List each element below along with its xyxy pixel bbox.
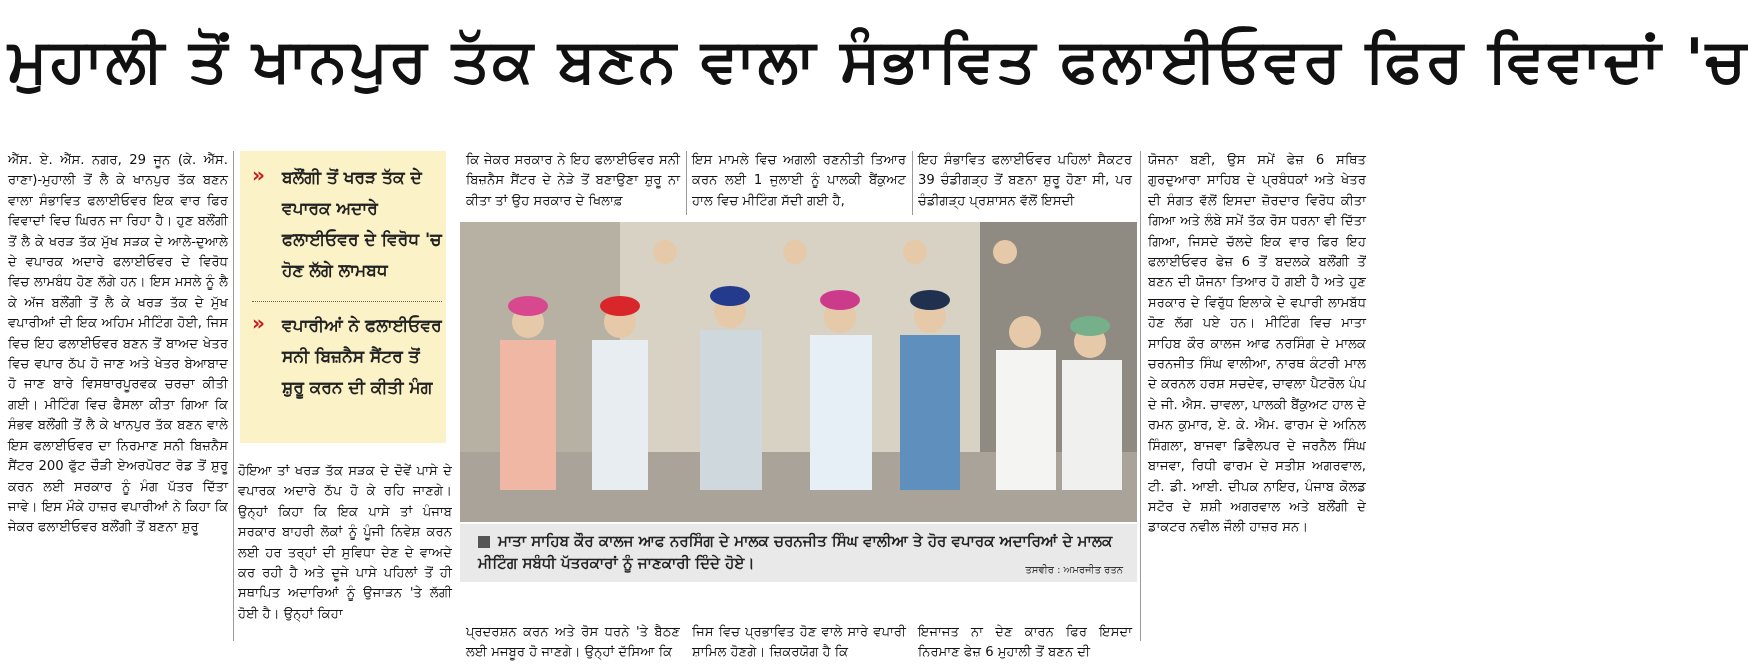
column-divider: [912, 151, 913, 215]
article-column-2-top: [466, 151, 680, 215]
article-column-4-end: [918, 623, 1132, 661]
article-column-4-top: [918, 151, 1132, 215]
article-text: ਪ੍ਰਦਰਸ਼ਨ ਕਰਨ ਅਤੇ ਰੋਸ ਧਰਨੇ 'ਤੇ ਬੈਠਣ ਲਈ ਮਜਬੂਰ ਹੋ ਜਾਣਗੇ। ਉਨ੍ਹਾਂ ਦੱਸਿਆ ਕਿ: [466, 625, 680, 661]
highlight-item: [252, 311, 440, 441]
article-column-1: [8, 151, 228, 643]
column-divider: [686, 151, 687, 215]
caption-text: ਮਾਤਾ ਸਾਹਿਬ ਕੌਰ ਕਾਲਜ ਆਫ ਨਰਸਿੰਗ ਦੇ ਮਾਲਕ ਚਰਨਜੀਤ ਸਿੰਘ ਵਾਲੀਆ ਤੇ ਹੋਰ ਵਪਾਰਕ ਅਦਾਰਿਆਂ ਦੇ ਮਾਲਕ ਮੀਟਿੰਗ ਸਬੰਧੀ ਪੱਤਰਕਾਰਾਂ ਨੂੰ ਜਾਣਕਾਰੀ ਦਿੰਦੇ ਹੋਏ।: [478, 532, 1113, 572]
highlight-divider: [252, 301, 442, 302]
headline: ਮੁਹਾਲੀ ਤੋਂ ਖਾਨਪੁਰ ਤੱਕ ਬਣਨ ਵਾਲਾ ਸੰਭਾਵਿਤ ਫਲਾਈਓਵਰ ਫਿਰ ਵਿਵਾਦਾਂ 'ਚ: [8, 26, 1748, 96]
group-photo-illustration: [460, 222, 1137, 522]
photo-caption: [460, 524, 1137, 582]
double-arrow-icon: »: [252, 311, 265, 335]
column-divider: [1140, 151, 1141, 641]
article-column-3-end: [692, 623, 906, 661]
news-photo: [460, 222, 1137, 522]
article-text: ਹੋਇਆ ਤਾਂ ਖਰੜ ਤੱਕ ਸੜਕ ਦੇ ਦੋਵੇਂ ਪਾਸੇ ਦੇ ਵਪਾਰਕ ਅਦਾਰੇ ਠੱਪ ਹੋ ਕੇ ਰਹਿ ਜਾਣਗੇ। ਉਨ੍ਹਾਂ ਕਿਹਾ ਕਿ ਇਕ ਪਾਸੇ ਤਾਂ ਪੰਜਾਬ ਸਰਕਾਰ ਬਾਹਰੀ ਲੋਕਾਂ ਨੂੰ ਪੂੰਜੀ ਨਿਵੇਸ਼ ਕਰਨ ਲਈ ਹਰ ਤਰ੍ਹਾਂ ਦੀ ਸੁਵਿਧਾ ਦੇਣ ਦੇ ਵਾਅਦੇ ਕਰ ਰਹੀ ਹੈ ਅਤੇ ਦੂਜੇ ਪਾਸੇ ਪਹਿਲਾਂ ਤੋਂ ਹੀ ਸਥਾਪਿਤ ਅਦਾਰਿਆਂ ਨੂੰ ਉਜਾੜਨ 'ਤੇ ਲੱਗੀ ਹੋਈ ਹੈ। ਉਨ੍ਹਾਂ ਕਿਹਾ: [238, 464, 452, 622]
square-bullet-icon: [478, 536, 490, 548]
column-divider: [233, 151, 234, 641]
article-text: ਇਸ ਮਾਮਲੇ ਵਿਚ ਅਗਲੀ ਰਣਨੀਤੀ ਤਿਆਰ ਕਰਨ ਲਈ 1 ਜੁਲਾਈ ਨੂੰ ਪਾਲਕੀ ਬੈਂਕੁਅਟ ਹਾਲ ਵਿਚ ਮੀਟਿੰਗ ਸੱਦੀ ਗਈ ਹੈ,: [692, 153, 906, 209]
article-column-2-end: [466, 623, 680, 661]
article-text: ਜਿਸ ਵਿਚ ਪ੍ਰਭਾਵਿਤ ਹੋਣ ਵਾਲੇ ਸਾਰੇ ਵਪਾਰੀ ਸ਼ਾਮਿਲ ਹੋਣਗੇ। ਜ਼ਿਕਰਯੋਗ ਹੈ ਕਿ: [692, 625, 906, 661]
highlight-text: ਬਲੌਂਗੀ ਤੋਂ ਖਰੜ ਤੱਕ ਦੇ ਵਪਾਰਕ ਅਦਾਰੇ ਫਲਾਈਓਵਰ ਦੇ ਵਿਰੋਧ 'ਚ ਹੋਣ ਲੱਗੇ ਲਾਮਬਧ: [282, 168, 442, 281]
article-text: ਕਿ ਜੇਕਰ ਸਰਕਾਰ ਨੇ ਇਹ ਫਲਾਈਓਵਰ ਸਨੀ ਬਿਜ਼ਨੈਸ ਸੈਂਟਰ ਦੇ ਨੇੜੇ ਤੋਂ ਬਣਾਉਣਾ ਸ਼ੁਰੂ ਨਾ ਕੀਤਾ ਤਾਂ ਉਹ ਸਰਕਾਰ ਦੇ ਖਿਲਾਫ਼: [466, 153, 680, 209]
article-text: ਐੱਸ. ਏ. ਐੱਸ. ਨਗਰ, 29 ਜੂਨ (ਕੇ. ਐੱਸ. ਰਾਣਾ)-ਮੁਹਾਲੀ ਤੋਂ ਲੈ ਕੇ ਖਾਨਪੁਰ ਤੱਕ ਬਣਨ ਵਾਲਾ ਸੰਭਾਵਿਤ ਫਲਾਈਓਵਰ ਇਕ ਵਾਰ ਫਿਰ ਵਿਵਾਦਾਂ ਵਿਚ ਘਿਰਨ ਜਾ ਰਿਹਾ ਹੈ। ਹੁਣ ਬਲੌਂਗੀ ਤੋਂ ਲੈ ਕੇ ਖਰੜ ਤੱਕ ਮੁੱਖ ਸੜਕ ਦੇ ਆਲੇ-ਦੁਆਲੇ ਦੇ ਵਪਾਰਕ ਅਦਾਰੇ ਫਲਾਈਓਵਰ ਦੇ ਵਿਰੋਧ ਵਿਚ ਲਾਮਬੰਧ ਹੋਣ ਲੱਗੇ ਹਨ। ਇਸ ਮਸਲੇ ਨੂੰ ਲੈ ਕੇ ਅੱਜ ਬਲੌਂਗੀ ਤੋਂ ਲੈ ਕੇ ਖਰੜ ਤੱਕ ਦੇ ਮੁੱਖ ਵਪਾਰੀਆਂ ਦੀ ਇਕ ਅਹਿਮ ਮੀਟਿੰਗ ਹੋਈ, ਜਿਸ ਵਿਚ ਇਹ ਫਲਾਈਓਵਰ ਬਣਨ ਤੋਂ ਬਾਅਦ ਖੇਤਰ ਵਿਚ ਵਪਾਰ ਠੱਪ ਹੋ ਜਾਣ ਅਤੇ ਖੇਤਰ ਬੇਆਬਾਦ ਹੋ ਜਾਣ ਬਾਰੇ ਵਿਸਥਾਰਪੂਰਵਕ ਚਰਚਾ ਕੀਤੀ ਗਈ। ਮੀਟਿੰਗ ਵਿਚ ਫੈਸਲਾ ਕੀਤਾ ਗਿਆ ਕਿ ਸੰਭਵ ਬਲੌਂਗੀ ਤੋਂ ਲੈ ਕੇ ਖਾਨਪੁਰ ਤੱਕ ਬਣਨ ਵਾਲੇ ਇਸ ਫਲਾਈਓਵਰ ਦਾ ਨਿਰਮਾਣ ਸਨੀ ਬਿਜ਼ਨੈਸ ਸੈਂਟਰ 200 ਫੁੱਟ ਚੌੜੀ ਏਅਰਪੋਰਟ ਰੋਡ ਤੋਂ ਸ਼ੁਰੂ ਕਰਨ ਲਈ ਸਰਕਾਰ ਨੂੰ ਮੰਗ ਪੱਤਰ ਦਿੱਤਾ ਜਾਵੇ। ਇਸ ਮੌਕੇ ਹਾਜ਼ਰ ਵਪਾਰੀਆਂ ਨੇ ਕਿਹਾ ਕਿ ਜੇਕਰ ਫਲਾਈਓਵਰ ਬਲੌਂਗੀ ਤੋਂ ਬਣਨਾ ਸ਼ੁਰੂ: [8, 153, 228, 536]
article-text: ਇਹ ਸੰਭਾਵਿਤ ਫਲਾਈਓਵਰ ਪਹਿਲਾਂ ਸੈਕਟਰ 39 ਚੰਡੀਗੜ੍ਹ ਤੋਂ ਬਣਨਾ ਸ਼ੁਰੂ ਹੋਣਾ ਸੀ, ਪਰ ਚੰਡੀਗੜ੍ਹ ਪ੍ਰਸ਼ਾਸਨ ਵੱਲੋਂ ਇਸਦੀ: [918, 153, 1132, 209]
article-text: ਇਜਾਜਤ ਨਾ ਦੇਣ ਕਾਰਨ ਫਿਰ ਇਸਦਾ ਨਿਰਮਾਣ ਫੇਜ਼ 6 ਮੁਹਾਲੀ ਤੋਂ ਬਣਨ ਦੀ: [918, 625, 1132, 661]
article-column-3-top: [692, 151, 906, 215]
double-arrow-icon: »: [252, 163, 265, 187]
photo-credit: ਤਸਵੀਰ : ਅਮਰਜੀਤ ਰਤਨ: [1025, 565, 1123, 576]
article-text: ਯੋਜਨਾ ਬਣੀ, ਉਸ ਸਮੇਂ ਫੇਜ਼ 6 ਸਥਿਤ ਗੁਰਦੁਆਰਾ ਸਾਹਿਬ ਦੇ ਪ੍ਰਬੰਧਕਾਂ ਅਤੇ ਖੇਤਰ ਦੀ ਸੰਗਤ ਵੱਲੋਂ ਇਸਦਾ ਜ਼ੋਰਦਾਰ ਵਿਰੋਧ ਕੀਤਾ ਗਿਆ ਅਤੇ ਲੰਬੇ ਸਮੇਂ ਤੱਕ ਰੋਸ ਧਰਨਾ ਵੀ ਦਿੱਤਾ ਗਿਆ, ਜਿਸਦੇ ਚੱਲਦੇ ਇਕ ਵਾਰ ਫਿਰ ਇਹ ਫਲਾਈਓਵਰ ਫੇਜ਼ 6 ਤੋਂ ਬਦਲਕੇ ਬਲੌਂਗੀ ਤੋਂ ਬਣਨ ਦੀ ਯੋਜਨਾ ਤਿਆਰ ਹੋ ਗਈ ਹੈ ਅਤੇ ਹੁਣ ਸਰਕਾਰ ਦੇ ਵਿਰੁੱਧ ਇਲਾਕੇ ਦੇ ਵਪਾਰੀ ਲਾਮਬੱਧ ਹੋਣ ਲੱਗ ਪਏ ਹਨ। ਮੀਟਿੰਗ ਵਿਚ ਮਾਤਾ ਸਾਹਿਬ ਕੌਰ ਕਾਲਜ ਆਫ ਨਰਸਿੰਗ ਦੇ ਮਾਲਕ ਚਰਨਜੀਤ ਸਿੰਘ ਵਾਲੀਆ, ਨਾਰਥ ਕੰਟਰੀ ਮਾਲ ਦੇ ਕਰਨਲ ਹਰਸ਼ ਸਚਦੇਵ, ਚਾਵਲਾ ਪੈਟਰੋਲ ਪੰਪ ਦੇ ਜੀ. ਐਸ. ਚਾਵਲਾ, ਪਾਲਕੀ ਬੈਂਕੁਅਟ ਹਾਲ ਦੇ ਰਮਨ ਕੁਮਾਰ, ਏ. ਕੇ. ਐਮ. ਫਾਰਮ ਦੇ ਅਨਿਲ ਸਿੰਗਲਾ, ਬਾਜਵਾ ਡਿਵੈਲਪਰ ਦੇ ਜਰਨੈਲ ਸਿੰਘ ਬਾਜਵਾ, ਰਿਧੀ ਫਾਰਮ ਦੇ ਸਤੀਸ਼ ਅਗਰਵਾਲ, ਟੀ. ਡੀ. ਆਈ. ਦੀਪਕ ਨਾਇਰ, ਪੰਜਾਬ ਕੋਲਡ ਸਟੋਰ ਦੇ ਸ਼ਸ਼ੀ ਅਗਰਵਾਲ ਅਤੇ ਬਲੌਂਗੀ ਦੇ ਡਾਕਟਰ ਨਵੀਲ ਜੌਲੀ ਹਾਜ਼ਰ ਸਨ।: [1148, 153, 1366, 536]
article-column-2-bottom: [238, 462, 452, 642]
highlights-box: [240, 151, 446, 443]
article-column-5: [1148, 151, 1366, 643]
highlight-text: ਵਪਾਰੀਆਂ ਨੇ ਫਲਾਈਓਵਰ ਸਨੀ ਬਿਜ਼ਨੈਸ ਸੈਂਟਰ ਤੋਂ ਸ਼ੁਰੂ ਕਰਨ ਦੀ ਕੀਤੀ ਮੰਗ: [282, 316, 442, 398]
